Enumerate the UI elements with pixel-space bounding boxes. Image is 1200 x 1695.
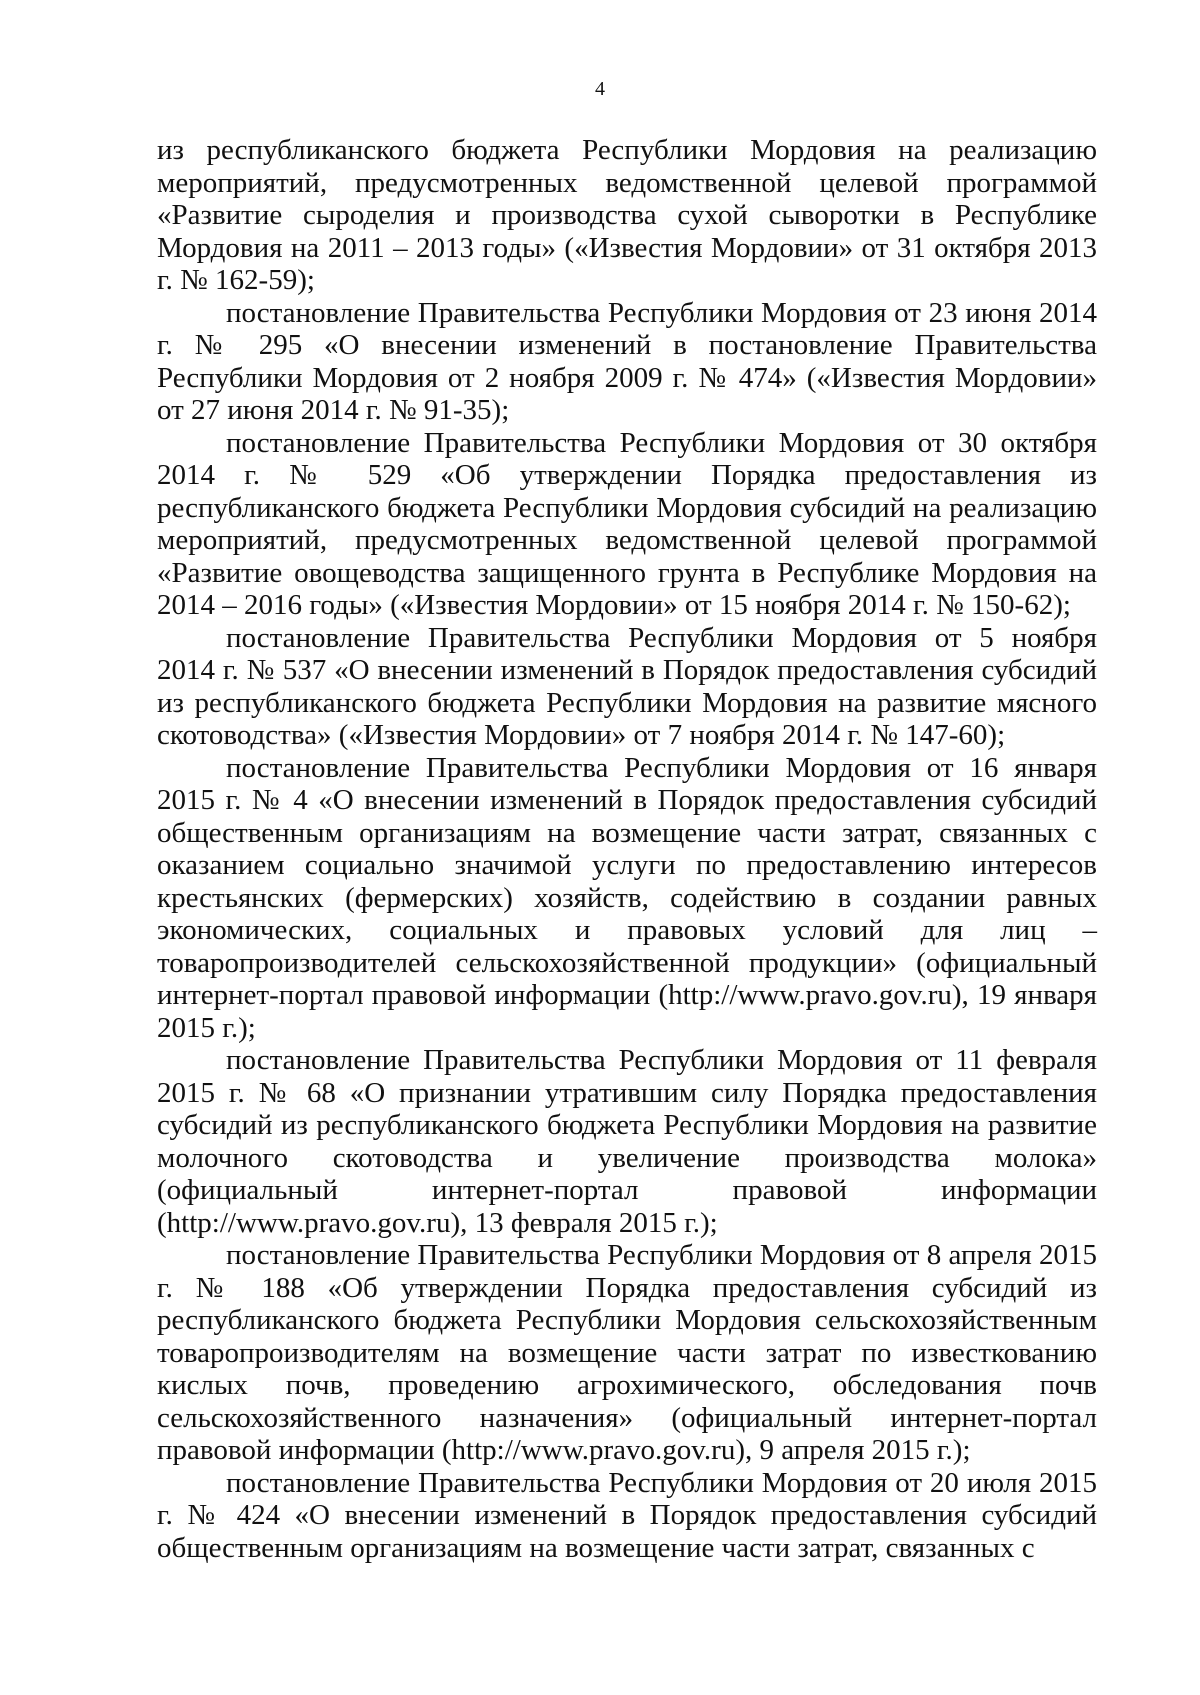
paragraph: постановление Правительства Республики Мордовия от 5 ноября 2014 г. № 537 «О внесении изменений в Порядок предоставления субсидий из республиканского бюджета Республики Мордовия на развитие мясного скотоводства» («Известия Мордовии» от 7 ноября 2014 г. № 147-60); [157, 621, 1097, 751]
paragraph: постановление Правительства Республики Мордовия от 11 февраля 2015 г. № 68 «О признании утратившим силу Порядка предоставления субсидий из республиканского бюджета Республики Мордовия на развитие молочного скотоводства и увеличение производства молока» (официальный интернет-портал правовой информации (http://www.pravo.gov.ru), 13 февраля 2015 г.); [157, 1044, 1097, 1239]
paragraph: постановление Правительства Республики Мордовия от 23 июня 2014 г. № 295 «О внесении изменений в постановление Правительства Республики Мордовия от 2 ноября 2009 г. № 474» («Известия Мордовии» от 27 июня 2014 г. № 91-35); [157, 296, 1097, 426]
paragraph: постановление Правительства Республики Мордовия от 16 января 2015 г. № 4 «О внесении изменений в Порядок предоставления субсидий общественным организациям на возмещение части затрат, связанных с оказанием социально значимой услуги по предоставлению интересов крестьянских (фермерских) хозяйств, содействию в создании равных экономических, социальных и правовых условий для лиц – товаропроизводителей сельскохозяйственной продукции» (официальный интернет-портал правовой информации (http://www.pravo.gov.ru), 19 января 2015 г.); [157, 751, 1097, 1044]
paragraph: постановление Правительства Республики Мордовия от 30 октября 2014 г. № 529 «Об утверждении Порядка предоставления из республиканского бюджета Республики Мордовия субсидий на реализацию мероприятий, предусмотренных ведомственной целевой программой «Развитие овощеводства защищенного грунта в Республике Мордовия на 2014 – 2016 годы» («Известия Мордовии» от 15 ноября 2014 г. № 150-62); [157, 426, 1097, 621]
document-body [157, 134, 1097, 1564]
paragraph: постановление Правительства Республики Мордовия от 20 июля 2015 г. № 424 «О внесении изменений в Порядок предоставления субсидий общественным организациям на возмещение части затрат, связанных с [157, 1466, 1097, 1564]
paragraph: постановление Правительства Республики Мордовия от 8 апреля 2015 г. № 188 «Об утверждении Порядка предоставления субсидий из республиканского бюджета Республики Мордовия сельскохозяйственным товаропроизводителям на возмещение части затрат по известкованию кислых почв, проведению агрохимического, обследования почв сельскохозяйственного назначения» (официальный интернет-портал правовой информации (http://www.pravo.gov.ru), 9 апреля 2015 г.); [157, 1239, 1097, 1466]
page-number: 4 [595, 78, 605, 100]
paragraph: из республиканского бюджета Республики Мордовия на реализацию мероприятий, предусмотренных ведомственной целевой программой «Развитие сыроделия и производства сухой сыворотки в Республике Мордовия на 2011 – 2013 годы» («Известия Мордовии» от 31 октября 2013 г. № 162-59); [157, 134, 1097, 296]
